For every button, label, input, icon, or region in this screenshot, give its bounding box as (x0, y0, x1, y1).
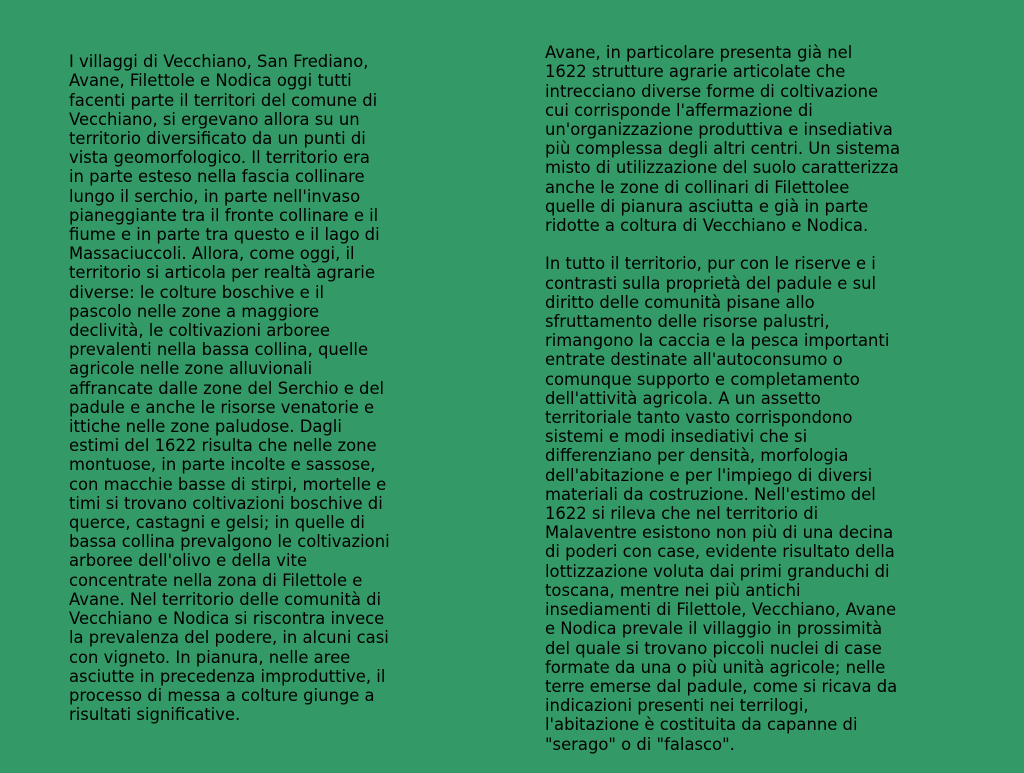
left-text-column (69, 33, 469, 744)
right-paragraph-1: Avane, in particolare presenta già nel 1622 strutture agrarie articolate che intrecciano diverse forme di coltivazione cui corrisponde l'affermazione di un'organizzazione produttiva e insediativa più complessa degli altri centri. Un sistema misto di utilizzazione del suolo caratterizza anche le zone di collinari di Filettolee quelle di pianura asciutta e già in parte ridotte a coltura di Vecchiano e Nodica. (545, 43, 901, 236)
left-paragraph: I villaggi di Vecchiano, San Frediano, Avane, Filettole e Nodica oggi tutti facenti parte il territori del comune di Vecchiano, si ergevano allora su un territorio diversificato da un punti di vista geomorfologico. Il territorio era in parte esteso nella fascia collinare lungo il serchio, in parte nell'invaso pianeggiante tra il fronte collinare e il fiume e in parte tra questo e il lago di Massaciuccoli. Allora, come oggi, il territorio si articola per realtà agrarie diverse: le colture boschive e il pascolo nelle zone a maggiore declività, le coltivazioni arboree prevalenti nella bassa collina, quelle agricole nelle zone alluvionali affrancate dalle zone del Serchio e del padule e anche le risorse venatorie e ittiche nelle zone paludose. Dagli estimi del 1622 risulta che nelle zone montuose, in parte incolte e sassose, con macchie basse di stirpi, mortelle e timi si trovano coltivazioni boschive di querce, castagni e gelsi; in quelle di bassa collina prevalgono le coltivazioni arboree dell'olivo e della vite concentrate nella zona di Filettole e Avane. Nel territorio delle comunità di Vecchiano e Nodica si riscontra invece la prevalenza del podere, in alcuni casi con vigneto. In pianura, nelle aree asciutte in precedenza improduttive, il processo di messa a colture giunge a risultati significative. (69, 52, 390, 725)
right-paragraph-2: In tutto il territorio, pur con le riserve e i contrasti sulla proprietà del padule e sul diritto delle comunità pisane allo sfruttamento delle risorse palustri, rimangono la caccia e la pesca importanti entrate destinate all'autoconsumo o comunque supporto e completamento dell'attività agricola. A un assetto territoriale tanto vasto corrispondono sistemi e modi insediativi che si differenziano per densità, morfologia dell'abitazione e per l'impiego di diversi materiali da costruzione. Nell'estimo del 1622 si rileva che nel territorio di Malaventre esistono non più di una decina di poderi con case, evidente risultato della lottizzazione voluta dai primi granduchi di toscana, mentre nei più antichi insediamenti di Filettole, Vecchiano, Avane e Nodica prevale il villaggio in prossimità del quale si trovano piccoli nuclei di case formate da una o più unità agricole; nelle terre emerse dal padule, come si ricava da indicazioni presenti nei terrilogi, l'abitazione è costituita da capanne di "serago" o di "falasco". (545, 254, 898, 754)
right-text-column (545, 24, 995, 773)
